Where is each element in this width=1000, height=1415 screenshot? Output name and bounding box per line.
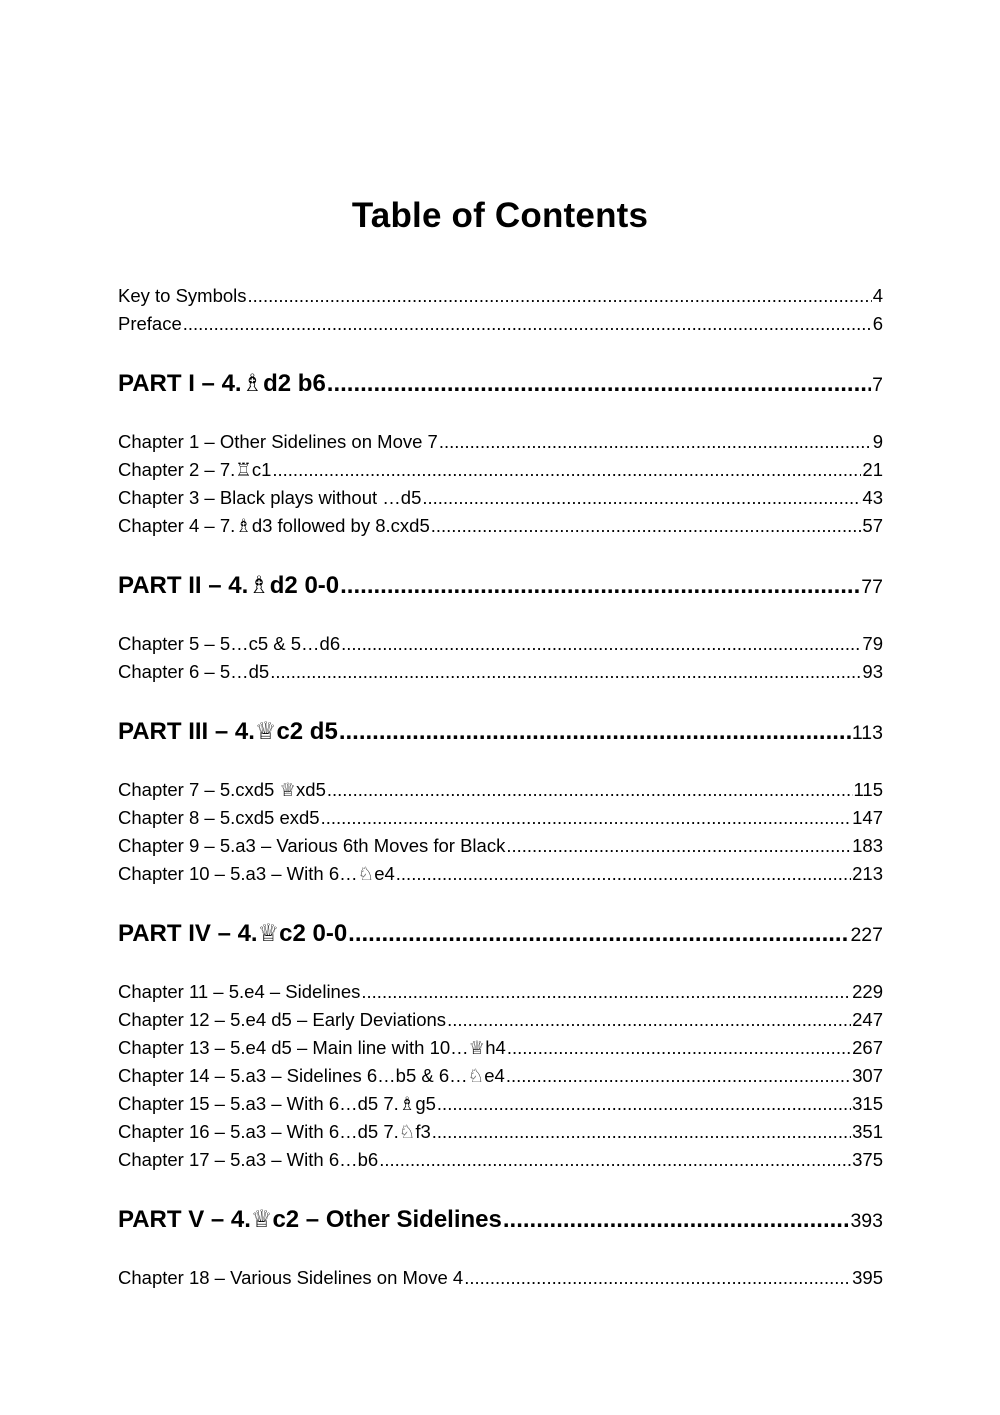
dot-leader: [439, 428, 872, 456]
toc-chapter-8: [118, 804, 883, 832]
toc-page-number: 267: [852, 1037, 883, 1058]
toc-entry-label: Chapter 15 – 5.a3 – With 6…d5 7.♗g5: [118, 1093, 436, 1114]
toc-page-number: 393: [850, 1210, 883, 1232]
toc-entry-label: Chapter 16 – 5.a3 – With 6…d5 7.♘f3: [118, 1121, 431, 1142]
dot-leader: [507, 1034, 851, 1062]
toc-chapter-6: [118, 658, 883, 686]
toc-page-number: 21: [862, 459, 883, 480]
toc-page-number: 113: [851, 722, 883, 744]
toc-part-3: [118, 714, 883, 750]
toc-chapter-17: [118, 1146, 883, 1174]
toc-page-number: 213: [852, 863, 883, 884]
toc-entry-label: Chapter 1 – Other Sidelines on Move 7: [118, 431, 438, 452]
dot-leader: [432, 1118, 851, 1146]
toc-entry-label: Chapter 14 – 5.a3 – Sidelines 6…b5 & 6…♘e4: [118, 1065, 505, 1086]
dot-leader: [348, 916, 849, 952]
toc-page-number: 4: [872, 285, 883, 306]
toc-chapter-9: [118, 832, 883, 860]
dot-leader: [340, 568, 860, 604]
dot-leader: [379, 1146, 851, 1174]
toc-entry-label: Chapter 4 – 7.♗d3 followed by 8.cxd5: [118, 515, 430, 536]
dot-leader: [327, 776, 853, 804]
toc-entry-label: Chapter 18 – Various Sidelines on Move 4: [118, 1267, 464, 1288]
toc-page-number: 147: [852, 807, 883, 828]
dot-leader: [270, 658, 861, 686]
toc-entry-label: Chapter 11 – 5.e4 – Sidelines: [118, 981, 361, 1002]
dot-leader: [341, 630, 861, 658]
toc-page-number: 227: [850, 924, 883, 946]
toc-entry-label: Chapter 5 – 5…c5 & 5…d6: [118, 633, 341, 654]
dot-leader: [339, 714, 851, 750]
dot-leader: [321, 804, 852, 832]
toc-page-number: 375: [852, 1149, 883, 1170]
toc-page-number: 351: [852, 1121, 883, 1142]
toc-part-4: [118, 916, 883, 952]
toc-chapter-2: [118, 456, 883, 484]
toc-entry-label: Preface: [118, 313, 182, 334]
toc-part-label: PART IV – 4.♕c2 0-0: [118, 920, 348, 947]
toc-entry-label: Chapter 3 – Black plays without …d5: [118, 487, 422, 508]
dot-leader: [506, 832, 851, 860]
toc-entry-label: Chapter 10 – 5.a3 – With 6…♘e4: [118, 863, 395, 884]
dot-leader: [396, 860, 851, 888]
toc-chapter-16: [118, 1118, 883, 1146]
toc-page-number: 57: [862, 515, 883, 536]
toc-entry-label: Chapter 9 – 5.a3 – Various 6th Moves for Black: [118, 835, 506, 856]
toc-entry-preface: [118, 310, 883, 338]
toc-entry-key-to-symbols: [118, 282, 883, 310]
toc-page-number: 9: [872, 431, 883, 452]
toc-chapter-7: [118, 776, 883, 804]
toc-page-number: 307: [852, 1065, 883, 1086]
toc-page-number: 6: [872, 313, 883, 334]
dot-leader: [447, 1006, 851, 1034]
toc-chapter-13: [118, 1034, 883, 1062]
toc-chapter-10: [118, 860, 883, 888]
dot-leader: [503, 1202, 850, 1238]
toc-entry-label: Chapter 17 – 5.a3 – With 6…b6: [118, 1149, 379, 1170]
dot-leader: [422, 484, 861, 512]
toc-chapter-15: [118, 1090, 883, 1118]
dot-leader: [464, 1264, 851, 1292]
toc-part-label: PART II – 4.♗d2 0-0: [118, 572, 340, 599]
toc-part-2: [118, 568, 883, 604]
toc-page-number: 183: [852, 835, 883, 856]
toc-chapter-12: [118, 1006, 883, 1034]
toc-chapter-18: [118, 1264, 883, 1292]
toc-chapter-1: [118, 428, 883, 456]
toc-chapter-14: [118, 1062, 883, 1090]
toc-chapter-3: [118, 484, 883, 512]
toc-page-number: 7: [872, 374, 883, 396]
dot-leader: [272, 456, 861, 484]
toc-page-number: 115: [853, 779, 883, 800]
toc-page-number: 93: [862, 661, 883, 682]
toc-part-5: [118, 1202, 883, 1238]
toc-page-number: 395: [852, 1267, 883, 1288]
toc-page-number: 79: [862, 633, 883, 654]
toc-entry-label: Chapter 12 – 5.e4 d5 – Early Deviations: [118, 1009, 447, 1030]
page-title: Table of Contents: [351, 196, 649, 235]
toc-chapter-4: [118, 512, 883, 540]
dot-leader: [437, 1090, 851, 1118]
dot-leader: [431, 512, 862, 540]
dot-leader: [506, 1062, 851, 1090]
toc-page-number: 247: [852, 1009, 883, 1030]
toc-page-number: 229: [852, 981, 883, 1002]
toc-page-number: 77: [861, 576, 883, 598]
toc-entry-label: Chapter 8 – 5.cxd5 exd5: [118, 807, 320, 828]
toc-entry-label: Chapter 7 – 5.cxd5 ♕xd5: [118, 779, 326, 800]
toc-part-label: PART V – 4.♕c2 – Other Sidelines: [118, 1206, 502, 1233]
toc-page-number: 43: [862, 487, 883, 508]
dot-leader: [183, 310, 872, 338]
toc-entry-label: Key to Symbols: [118, 285, 247, 306]
dot-leader: [248, 282, 872, 310]
toc-entry-label: Chapter 13 – 5.e4 d5 – Main line with 10…♕h4: [118, 1037, 506, 1058]
dot-leader: [361, 978, 851, 1006]
toc-entry-label: Chapter 6 – 5…d5: [118, 661, 270, 682]
dot-leader: [327, 366, 871, 402]
toc-part-label: PART I – 4.♗d2 b6: [118, 370, 326, 397]
toc-chapter-5: [118, 630, 883, 658]
toc-entry-label: Chapter 2 – 7.♖c1: [118, 459, 272, 480]
toc-part-1: [118, 366, 883, 402]
toc-part-label: PART III – 4.♕c2 d5: [118, 718, 338, 745]
toc-chapter-11: [118, 978, 883, 1006]
toc-page-number: 315: [852, 1093, 883, 1114]
